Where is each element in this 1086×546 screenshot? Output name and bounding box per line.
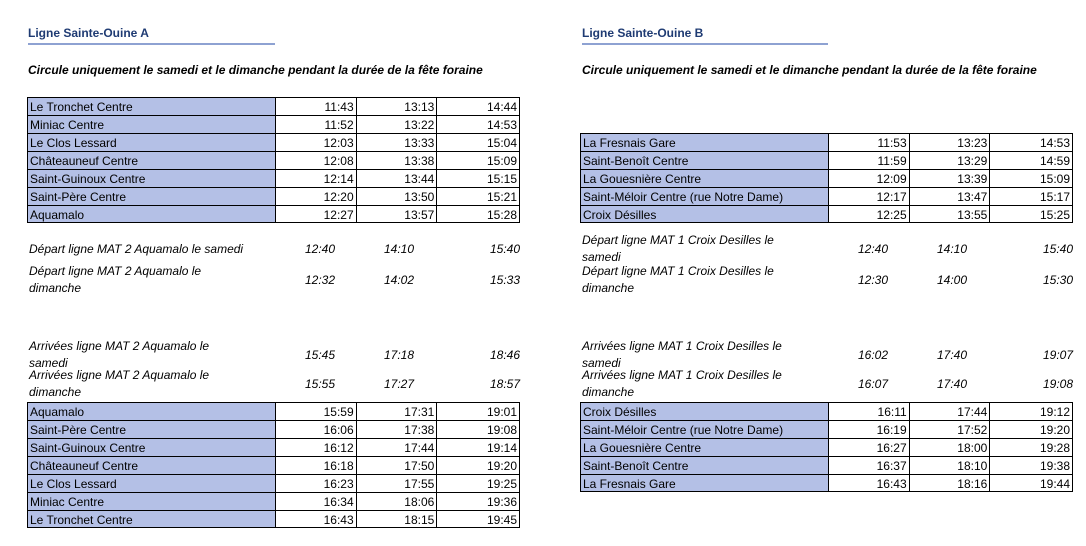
line-b-subtitle: Circule uniquement le samedi et le dimanche pendant la durée de la fête foraine bbox=[582, 63, 1037, 77]
table-row bbox=[580, 187, 1073, 205]
stop-name: Saint-Père Centre bbox=[28, 421, 276, 438]
time-cell: 16:19 bbox=[829, 421, 910, 438]
connection-time: 16:02 bbox=[857, 348, 888, 362]
time-cell: 16:23 bbox=[276, 475, 357, 492]
time-cell: 17:38 bbox=[357, 421, 438, 438]
connection-time: 17:27 bbox=[383, 377, 414, 391]
time-cell: 12:09 bbox=[829, 170, 910, 187]
time-cell: 18:16 bbox=[910, 475, 991, 491]
time-cell: 19:36 bbox=[486, 495, 517, 509]
time-cell: 19:20 bbox=[486, 459, 517, 473]
time-cell: 14:53 bbox=[486, 118, 517, 132]
time-cell: 19:45 bbox=[486, 513, 517, 527]
time-cell: 15:17 bbox=[1039, 190, 1070, 204]
table-row bbox=[580, 205, 1073, 223]
stop-name: La Gouesnière Centre bbox=[581, 170, 829, 187]
stop-name: Miniac Centre bbox=[28, 116, 276, 133]
time-cell: 13:44 bbox=[357, 170, 438, 187]
departure-row bbox=[580, 262, 1075, 298]
stop-name: Châteauneuf Centre bbox=[28, 152, 276, 169]
time-cell: 13:13 bbox=[357, 98, 438, 115]
table-row bbox=[580, 151, 1073, 169]
arrival-row bbox=[580, 366, 1075, 402]
connection-time: 14:02 bbox=[383, 273, 414, 287]
connection-label: Départ ligne MAT 2 Aquamalo le samedi bbox=[29, 241, 244, 256]
time-cell: 11:59 bbox=[829, 152, 910, 169]
connection-time: 12:32 bbox=[304, 273, 335, 287]
time-cell: 19:08 bbox=[486, 423, 517, 437]
stop-name: Le Tronchet Centre bbox=[28, 98, 276, 115]
connection-time: 15:45 bbox=[304, 348, 335, 362]
line-a-subtitle: Circule uniquement le samedi et le dimanche pendant la durée de la fête foraine bbox=[28, 63, 483, 77]
time-cell: 19:14 bbox=[486, 441, 517, 455]
time-cell: 19:20 bbox=[1039, 423, 1070, 437]
time-cell: 15:04 bbox=[486, 136, 517, 150]
connection-time: 15:40 bbox=[1042, 242, 1073, 256]
time-cell: 18:00 bbox=[910, 439, 991, 456]
connection-label: Départ ligne MAT 2 Aquamalo le dimanche bbox=[29, 264, 202, 295]
connection-time: 15:30 bbox=[1042, 273, 1073, 287]
connection-time: 18:57 bbox=[489, 377, 520, 391]
arrival-row bbox=[27, 366, 522, 402]
stop-name: Miniac Centre bbox=[28, 493, 276, 510]
stop-name: Le Tronchet Centre bbox=[28, 511, 276, 527]
time-cell: 13:33 bbox=[357, 134, 438, 151]
time-cell: 16:11 bbox=[829, 403, 910, 420]
table-row bbox=[27, 97, 520, 115]
table-row bbox=[27, 510, 520, 528]
table-row bbox=[580, 402, 1073, 420]
time-cell: 12:17 bbox=[829, 188, 910, 205]
time-cell: 13:22 bbox=[357, 116, 438, 133]
time-cell: 18:06 bbox=[357, 493, 438, 510]
time-cell: 17:55 bbox=[357, 475, 438, 492]
stop-name: Saint-Méloir Centre (rue Notre Dame) bbox=[581, 421, 829, 438]
table-row bbox=[580, 420, 1073, 438]
time-cell: 17:52 bbox=[910, 421, 991, 438]
time-cell: 16:43 bbox=[276, 511, 357, 527]
table-row bbox=[27, 133, 520, 151]
time-cell: 13:38 bbox=[357, 152, 438, 169]
time-cell: 19:01 bbox=[486, 405, 517, 419]
stop-name: Le Clos Lessard bbox=[28, 134, 276, 151]
time-cell: 17:50 bbox=[357, 457, 438, 474]
time-cell: 15:25 bbox=[1039, 208, 1070, 222]
time-cell: 13:50 bbox=[357, 188, 438, 205]
table-row bbox=[27, 474, 520, 492]
time-cell: 11:53 bbox=[829, 134, 910, 151]
stop-name: Saint-Père Centre bbox=[28, 188, 276, 205]
table-row bbox=[27, 420, 520, 438]
connection-label: Arrivées ligne MAT 2 Aquamalo le samedi bbox=[29, 339, 210, 370]
connection-label: Arrivées ligne MAT 1 Croix Desilles le samedi bbox=[582, 339, 782, 370]
connection-time: 19:08 bbox=[1042, 377, 1073, 391]
stop-name: Saint-Guinoux Centre bbox=[28, 170, 276, 187]
connection-time: 14:10 bbox=[383, 242, 414, 256]
time-cell: 12:03 bbox=[276, 134, 357, 151]
departure-row bbox=[27, 262, 522, 298]
table-row bbox=[27, 169, 520, 187]
stop-name: Saint-Guinoux Centre bbox=[28, 439, 276, 456]
time-cell: 15:09 bbox=[1039, 172, 1070, 186]
time-cell: 16:37 bbox=[829, 457, 910, 474]
connection-time: 15:40 bbox=[489, 242, 520, 256]
time-cell: 16:34 bbox=[276, 493, 357, 510]
time-cell: 14:59 bbox=[1039, 154, 1070, 168]
time-cell: 11:52 bbox=[276, 116, 357, 133]
table-row bbox=[580, 438, 1073, 456]
time-cell: 17:44 bbox=[357, 439, 438, 456]
connection-time: 12:30 bbox=[857, 273, 888, 287]
connection-label: Départ ligne MAT 1 Croix Desilles le dimanche bbox=[582, 264, 774, 295]
stop-name: Saint-Méloir Centre (rue Notre Dame) bbox=[581, 188, 829, 205]
table-row bbox=[27, 151, 520, 169]
connection-time: 17:40 bbox=[936, 377, 967, 391]
time-cell: 15:21 bbox=[486, 190, 517, 204]
time-cell: 12:27 bbox=[276, 206, 357, 222]
stop-name: La Gouesnière Centre bbox=[581, 439, 829, 456]
time-cell: 16:06 bbox=[276, 421, 357, 438]
table-row bbox=[27, 187, 520, 205]
connection-time: 12:40 bbox=[304, 242, 335, 256]
table-row bbox=[27, 205, 520, 223]
time-cell: 13:23 bbox=[910, 134, 991, 151]
time-cell: 19:25 bbox=[486, 477, 517, 491]
connection-label: Arrivées ligne MAT 1 Croix Desilles le dimanche bbox=[582, 368, 782, 399]
table-row bbox=[580, 133, 1073, 151]
line-b-title: Ligne Sainte-Ouine B bbox=[582, 26, 828, 45]
time-cell: 15:28 bbox=[486, 208, 517, 222]
time-cell: 18:10 bbox=[910, 457, 991, 474]
table-row bbox=[27, 115, 520, 133]
connection-time: 16:07 bbox=[857, 377, 888, 391]
time-cell: 13:47 bbox=[910, 188, 991, 205]
stop-name: Aquamalo bbox=[28, 403, 276, 420]
connection-time: 14:10 bbox=[936, 242, 967, 256]
time-cell: 19:44 bbox=[1039, 477, 1070, 491]
table-row bbox=[27, 438, 520, 456]
time-cell: 15:59 bbox=[276, 403, 357, 420]
time-cell: 16:43 bbox=[829, 475, 910, 491]
connection-time: 17:40 bbox=[936, 348, 967, 362]
time-cell: 17:44 bbox=[910, 403, 991, 420]
connection-time: 18:46 bbox=[489, 348, 520, 362]
table-row bbox=[27, 456, 520, 474]
table-row bbox=[580, 474, 1073, 492]
connection-time: 12:40 bbox=[857, 242, 888, 256]
stop-name: Saint-Benoît Centre bbox=[581, 457, 829, 474]
time-cell: 12:08 bbox=[276, 152, 357, 169]
stop-name: Croix Désilles bbox=[581, 206, 829, 222]
table-row bbox=[580, 456, 1073, 474]
line-a-title: Ligne Sainte-Ouine A bbox=[28, 26, 275, 45]
connection-label: Départ ligne MAT 1 Croix Desilles le samedi bbox=[582, 233, 774, 264]
time-cell: 13:57 bbox=[357, 206, 438, 222]
connection-time: 15:33 bbox=[489, 273, 520, 287]
stop-name: Saint-Benoît Centre bbox=[581, 152, 829, 169]
stop-name: La Fresnais Gare bbox=[581, 475, 829, 491]
time-cell: 15:09 bbox=[486, 154, 517, 168]
connection-time: 14:00 bbox=[936, 273, 967, 287]
connection-time: 17:18 bbox=[383, 348, 414, 362]
time-cell: 15:15 bbox=[486, 172, 517, 186]
time-cell: 18:15 bbox=[357, 511, 438, 527]
time-cell: 13:39 bbox=[910, 170, 991, 187]
table-row bbox=[580, 169, 1073, 187]
stop-name: Croix Désilles bbox=[581, 403, 829, 420]
time-cell: 16:27 bbox=[829, 439, 910, 456]
table-row bbox=[27, 402, 520, 420]
connection-time: 15:55 bbox=[304, 377, 335, 391]
time-cell: 16:18 bbox=[276, 457, 357, 474]
stop-name: Aquamalo bbox=[28, 206, 276, 222]
time-cell: 14:53 bbox=[1039, 136, 1070, 150]
connection-time: 19:07 bbox=[1042, 348, 1073, 362]
time-cell: 13:29 bbox=[910, 152, 991, 169]
time-cell: 11:43 bbox=[276, 98, 357, 115]
time-cell: 12:20 bbox=[276, 188, 357, 205]
time-cell: 17:31 bbox=[357, 403, 438, 420]
connection-label: Arrivées ligne MAT 2 Aquamalo le dimanche bbox=[29, 368, 210, 399]
stop-name: Châteauneuf Centre bbox=[28, 457, 276, 474]
stop-name: Le Clos Lessard bbox=[28, 475, 276, 492]
time-cell: 19:38 bbox=[1039, 459, 1070, 473]
time-cell: 12:14 bbox=[276, 170, 357, 187]
time-cell: 14:44 bbox=[486, 100, 517, 114]
time-cell: 16:12 bbox=[276, 439, 357, 456]
stop-name: La Fresnais Gare bbox=[581, 134, 829, 151]
time-cell: 19:28 bbox=[1039, 441, 1070, 455]
time-cell: 13:55 bbox=[910, 206, 991, 222]
time-cell: 19:12 bbox=[1039, 405, 1070, 419]
table-row bbox=[27, 492, 520, 510]
time-cell: 12:25 bbox=[829, 206, 910, 222]
